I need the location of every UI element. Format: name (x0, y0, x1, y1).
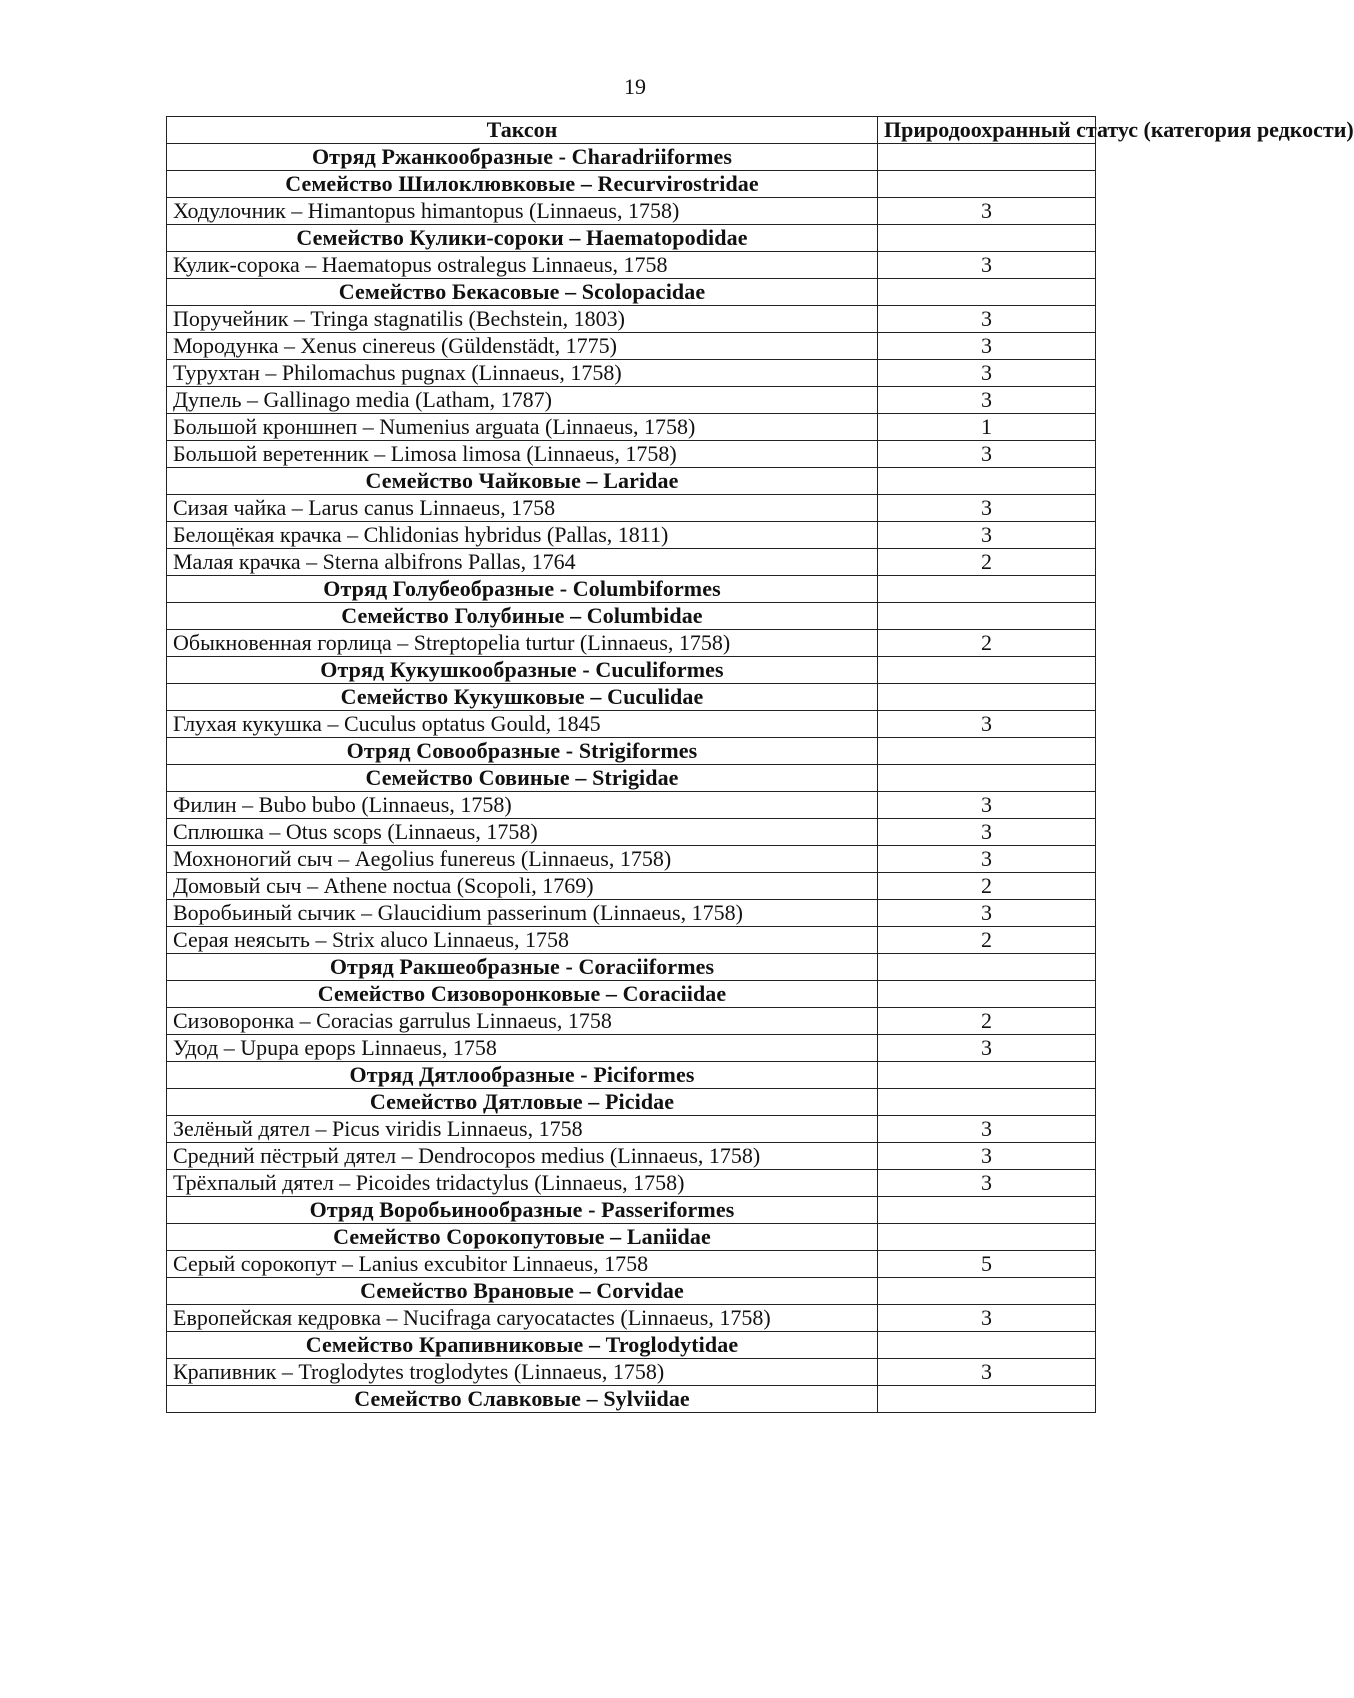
status-category: 3 (878, 792, 1096, 819)
species-name: Белощёкая крачка – Chlidonias hybridus (Pallas, 1811) (167, 522, 878, 549)
status-category: 3 (878, 1143, 1096, 1170)
species-row (167, 630, 1096, 657)
family-row (167, 468, 1096, 495)
species-row (167, 711, 1096, 738)
species-name: Зелёный дятел – Picus viridis Linnaeus, 1758 (167, 1116, 878, 1143)
species-name: Обыкновенная горлица – Streptopelia turtur (Linnaeus, 1758) (167, 630, 878, 657)
species-name: Мородунка – Xenus cinereus (Güldenstädt, 1775) (167, 333, 878, 360)
species-name: Воробьиный сычик – Glaucidium passerinum (Linnaeus, 1758) (167, 900, 878, 927)
family-row (167, 1224, 1096, 1251)
status-category (878, 171, 1096, 198)
status-category: 3 (878, 846, 1096, 873)
species-row (167, 1251, 1096, 1278)
status-category: 3 (878, 387, 1096, 414)
order-row (167, 738, 1096, 765)
status-category (878, 1332, 1096, 1359)
species-name: Сизоворонка – Coracias garrulus Linnaeus, 1758 (167, 1008, 878, 1035)
order-name: Отряд Ржанкообразные - Charadriiformes (167, 144, 878, 171)
order-name: Отряд Голубеобразные - Columbiformes (167, 576, 878, 603)
family-row (167, 765, 1096, 792)
status-category (878, 684, 1096, 711)
order-row (167, 657, 1096, 684)
species-name: Поручейник – Tringa stagnatilis (Bechstein, 1803) (167, 306, 878, 333)
species-name: Удод – Upupa epops Linnaeus, 1758 (167, 1035, 878, 1062)
species-name: Сизая чайка – Larus canus Linnaeus, 1758 (167, 495, 878, 522)
family-name: Семейство Врановые – Corvidae (167, 1278, 878, 1305)
family-name: Семейство Чайковые – Laridae (167, 468, 878, 495)
species-row (167, 198, 1096, 225)
species-row (167, 1116, 1096, 1143)
family-row (167, 603, 1096, 630)
family-row (167, 684, 1096, 711)
species-row (167, 1008, 1096, 1035)
status-category: 3 (878, 1305, 1096, 1332)
status-category: 3 (878, 252, 1096, 279)
status-category (878, 576, 1096, 603)
status-category: 3 (878, 900, 1096, 927)
status-category: 2 (878, 630, 1096, 657)
species-name: Большой кроншнеп – Numenius arguata (Linnaeus, 1758) (167, 414, 878, 441)
species-row (167, 441, 1096, 468)
family-name: Семейство Кукушковые – Cuculidae (167, 684, 878, 711)
status-category: 2 (878, 549, 1096, 576)
status-category (878, 1224, 1096, 1251)
species-row (167, 1170, 1096, 1197)
species-row (167, 252, 1096, 279)
status-category: 3 (878, 198, 1096, 225)
order-name: Отряд Кукушкообразные - Cuculiformes (167, 657, 878, 684)
species-row (167, 1035, 1096, 1062)
order-row (167, 1197, 1096, 1224)
status-category: 3 (878, 1035, 1096, 1062)
family-row (167, 279, 1096, 306)
taxa-table (166, 116, 1354, 1413)
species-row (167, 522, 1096, 549)
species-row (167, 306, 1096, 333)
species-row (167, 900, 1096, 927)
status-category: 3 (878, 1170, 1096, 1197)
table-header-row (167, 117, 1096, 144)
family-name: Семейство Сорокопутовые – Laniidae (167, 1224, 878, 1251)
species-name: Филин – Bubo bubo (Linnaeus, 1758) (167, 792, 878, 819)
species-row (167, 873, 1096, 900)
order-row (167, 954, 1096, 981)
family-row (167, 1332, 1096, 1359)
family-name: Семейство Славковые – Sylviidae (167, 1386, 878, 1413)
status-category (878, 954, 1096, 981)
family-row (167, 981, 1096, 1008)
status-category (878, 1197, 1096, 1224)
status-category: 3 (878, 333, 1096, 360)
status-category: 2 (878, 873, 1096, 900)
family-row (167, 1089, 1096, 1116)
species-name: Мохноногий сыч – Aegolius funereus (Linnaeus, 1758) (167, 846, 878, 873)
status-category: 3 (878, 1359, 1096, 1386)
family-name: Семейство Кулики-сороки – Haematopodidae (167, 225, 878, 252)
order-row (167, 1062, 1096, 1089)
species-name: Дупель – Gallinago media (Latham, 1787) (167, 387, 878, 414)
status-category (878, 603, 1096, 630)
species-row (167, 1359, 1096, 1386)
order-name: Отряд Ракшеобразные - Coraciiformes (167, 954, 878, 981)
family-name: Семейство Дятловые – Picidae (167, 1089, 878, 1116)
species-row (167, 1305, 1096, 1332)
species-row (167, 414, 1096, 441)
species-row (167, 846, 1096, 873)
species-row (167, 549, 1096, 576)
status-category: 3 (878, 306, 1096, 333)
species-name: Крапивник – Troglodytes troglodytes (Linnaeus, 1758) (167, 1359, 878, 1386)
species-row (167, 495, 1096, 522)
status-category: 3 (878, 711, 1096, 738)
status-category (878, 1062, 1096, 1089)
species-row (167, 927, 1096, 954)
status-category (878, 657, 1096, 684)
status-category: 3 (878, 495, 1096, 522)
species-row (167, 387, 1096, 414)
species-name: Малая крачка – Sterna albifrons Pallas, 1764 (167, 549, 878, 576)
family-name: Семейство Бекасовые – Scolopacidae (167, 279, 878, 306)
family-row (167, 171, 1096, 198)
species-row (167, 333, 1096, 360)
status-category (878, 144, 1096, 171)
status-column-header: Природоохранный статус (категория редкости) (878, 117, 1096, 144)
species-name: Кулик-сорока – Haematopus ostralegus Linnaeus, 1758 (167, 252, 878, 279)
species-row (167, 792, 1096, 819)
species-name: Средний пёстрый дятел – Dendrocopos medius (Linnaeus, 1758) (167, 1143, 878, 1170)
status-category: 3 (878, 441, 1096, 468)
status-category: 2 (878, 1008, 1096, 1035)
species-row (167, 360, 1096, 387)
family-row (167, 1386, 1096, 1413)
status-category (878, 1386, 1096, 1413)
species-name: Ходулочник – Himantopus himantopus (Linnaeus, 1758) (167, 198, 878, 225)
family-name: Семейство Голубиные – Columbidae (167, 603, 878, 630)
species-name: Глухая кукушка – Cuculus optatus Gould, 1845 (167, 711, 878, 738)
order-name: Отряд Воробьинообразные - Passeriformes (167, 1197, 878, 1224)
status-category (878, 738, 1096, 765)
species-name: Сплюшка – Otus scops (Linnaeus, 1758) (167, 819, 878, 846)
species-name: Домовый сыч – Athene noctua (Scopoli, 1769) (167, 873, 878, 900)
status-category: 2 (878, 927, 1096, 954)
taxon-column-header: Таксон (167, 117, 878, 144)
species-name: Трёхпалый дятел – Picoides tridactylus (Linnaeus, 1758) (167, 1170, 878, 1197)
family-name: Семейство Сизоворонковые – Coraciidae (167, 981, 878, 1008)
status-category (878, 981, 1096, 1008)
family-row (167, 1278, 1096, 1305)
order-row (167, 144, 1096, 171)
species-name: Серый сорокопут – Lanius excubitor Linnaeus, 1758 (167, 1251, 878, 1278)
species-name: Турухтан – Philomachus pugnax (Linnaeus, 1758) (167, 360, 878, 387)
status-category: 5 (878, 1251, 1096, 1278)
family-row (167, 225, 1096, 252)
status-category (878, 468, 1096, 495)
status-category: 3 (878, 522, 1096, 549)
status-category: 1 (878, 414, 1096, 441)
family-name: Семейство Совиные – Strigidae (167, 765, 878, 792)
order-name: Отряд Дятлообразные - Piciformes (167, 1062, 878, 1089)
family-name: Семейство Шилоклювковые – Recurvirostridae (167, 171, 878, 198)
taxa-table-body (167, 144, 1096, 1413)
status-category: 3 (878, 360, 1096, 387)
order-name: Отряд Совообразные - Strigiformes (167, 738, 878, 765)
status-category: 3 (878, 819, 1096, 846)
page-number: 19 (624, 74, 646, 99)
order-row (167, 576, 1096, 603)
status-category (878, 1089, 1096, 1116)
species-name: Серая неясыть – Strix aluco Linnaeus, 1758 (167, 927, 878, 954)
status-category: 3 (878, 1116, 1096, 1143)
status-category (878, 279, 1096, 306)
status-category (878, 765, 1096, 792)
species-name: Европейская кедровка – Nucifraga caryocatactes (Linnaeus, 1758) (167, 1305, 878, 1332)
family-name: Семейство Крапивниковые – Troglodytidae (167, 1332, 878, 1359)
species-row (167, 1143, 1096, 1170)
species-row (167, 819, 1096, 846)
species-name: Большой веретенник – Limosa limosa (Linnaeus, 1758) (167, 441, 878, 468)
status-category (878, 225, 1096, 252)
status-category (878, 1278, 1096, 1305)
